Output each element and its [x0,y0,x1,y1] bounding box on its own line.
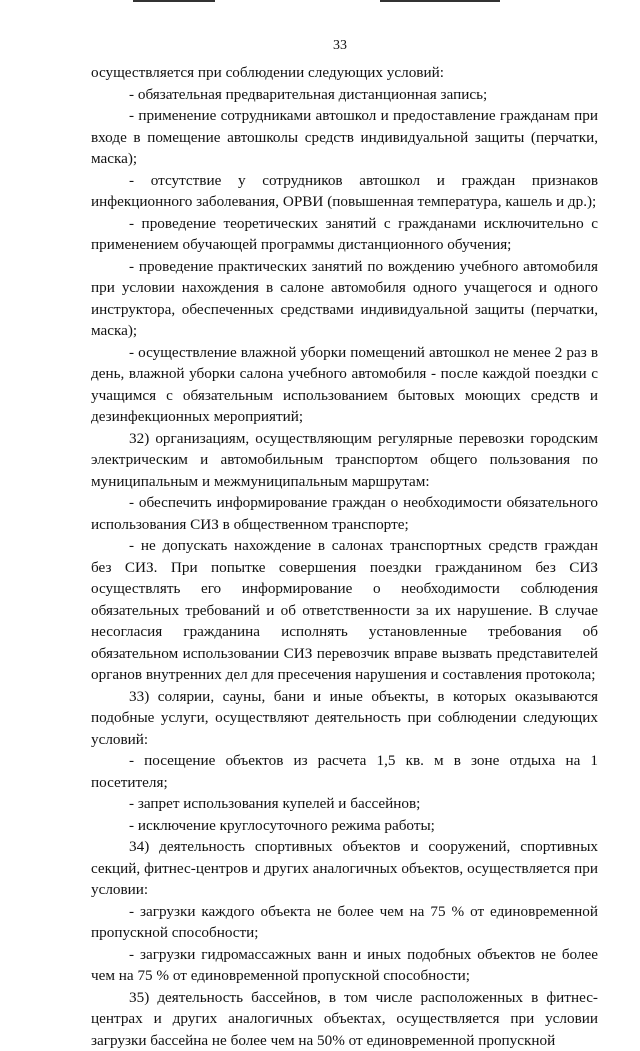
paragraph: - посещение объектов из расчета 1,5 кв. м в зоне отдыха на 1 посетителя; [91,750,598,793]
paragraph: - проведение теоретических занятий с гражданами исключительно с применением обучающей программы дистанционного обучения; [91,213,598,256]
paragraph: - отсутствие у сотрудников автошкол и граждан признаков инфекционного заболевания, ОРВИ (повышенная температура, кашель и др.); [91,170,598,213]
paragraph: 35) деятельность бассейнов, в том числе расположенных в фитнес-центрах и других аналогичных объектах, осуществляется при условии загрузки бассейна не более чем на 50% от единовременной пропускной [91,987,598,1051]
paragraph: - запрет использования купелей и бассейнов; [91,793,598,815]
paragraph: - не допускать нахождение в салонах транспортных средств граждан без СИЗ. При попытке совершения поездки гражданином без СИЗ осуществлять его информирование о необходимости соблюдения обязательных требований и об ответственности за их нарушение. В случае несогласия гражданина исполнять установленные требования об обязательном использовании СИЗ перевозчик вправе вызвать представителей органов внутренних дел для пресечения нарушения и составления протокола; [91,535,598,686]
scan-edge-mark-left [133,0,215,2]
paragraph: 32) организациям, осуществляющим регулярные перевозки городским электрическим и автомобильным транспортом общего пользования по муниципальным и межмуниципальным маршрутам: [91,428,598,493]
paragraph: 33) солярии, сауны, бани и иные объекты, в которых оказываются подобные услуги, осуществляют деятельность при соблюдении следующих условий: [91,686,598,751]
page-number: 33 [0,38,640,54]
paragraph: - обеспечить информирование граждан о необходимости обязательного использования СИЗ в общественном транспорте; [91,492,598,535]
scan-edge-mark-right [380,0,500,2]
paragraph: - применение сотрудниками автошкол и предоставление гражданам при входе в помещение автошколы средств индивидуальной защиты (перчатки, маска); [91,105,598,170]
paragraph: - осуществление влажной уборки помещений автошкол не менее 2 раз в день, влажной уборки салона учебного автомобиля - после каждой поездки с учащимся с обязательным использованием бытовых моющих средств и дезинфекционных мероприятий; [91,342,598,428]
paragraph: - загрузки гидромассажных ванн и иных подобных объектов не более чем на 75 % от единовременной пропускной способности; [91,944,598,987]
document-body [91,62,598,1051]
paragraph: - проведение практических занятий по вождению учебного автомобиля при условии нахождения в салоне автомобиля одного учащегося и одного инструктора, обеспеченных средствами индивидуальной защиты (перчатки, маска); [91,256,598,342]
paragraph: - исключение круглосуточного режима работы; [91,815,598,837]
paragraph: - загрузки каждого объекта не более чем на 75 % от единовременной пропускной способности; [91,901,598,944]
paragraph: - обязательная предварительная дистанционная запись; [91,84,598,106]
paragraph: 34) деятельность спортивных объектов и сооружений, спортивных секций, фитнес-центров и других аналогичных объектов, осуществляется при условии: [91,836,598,901]
paragraph: осуществляется при соблюдении следующих условий: [91,62,598,84]
